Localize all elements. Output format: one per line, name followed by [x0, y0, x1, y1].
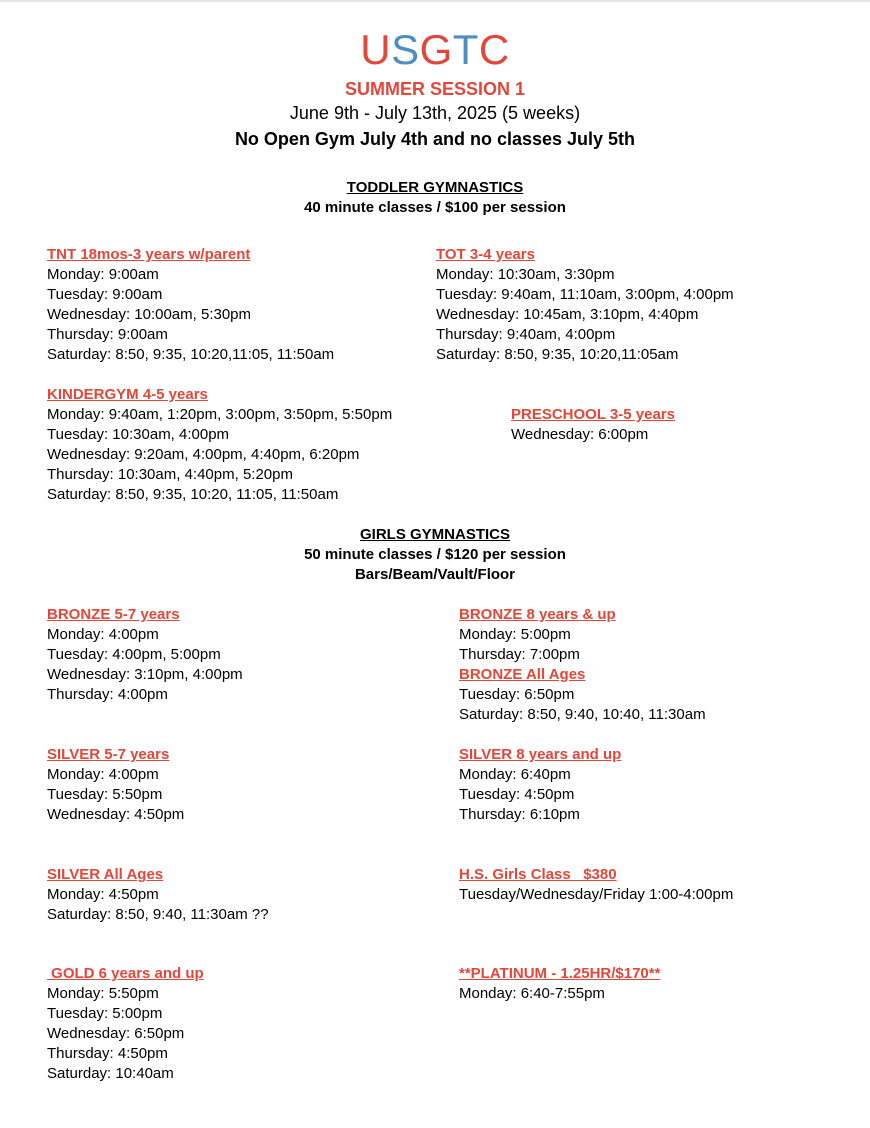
- class-block-silverall: [47, 865, 269, 925]
- class-block-preschool: [511, 405, 675, 445]
- class-block-gold: [47, 964, 204, 1084]
- schedule-line: Monday: 6:40-7:55pm: [459, 985, 605, 1002]
- schedule-line: Tuesday: 9:00am: [47, 286, 163, 303]
- schedule-line: Thursday: 6:10pm: [459, 806, 580, 823]
- schedule-line: Monday: 4:50pm: [47, 886, 159, 903]
- schedule-line: Tuesday: 6:50pm: [459, 686, 575, 703]
- schedule-line: Monday: 4:00pm: [47, 766, 159, 783]
- class-title-silver57: SILVER 5-7 years: [47, 746, 170, 763]
- class-title-hsgirls: H.S. Girls Class $380: [459, 866, 617, 883]
- schedule-line: Monday: 9:00am: [47, 266, 159, 283]
- class-title-tot: TOT 3-4 years: [436, 246, 535, 263]
- logo-letter-s: S: [391, 26, 420, 73]
- girls-section-subtitle: 50 minute classes / $120 per session: [304, 546, 566, 563]
- schedule-line: Thursday: 7:00pm: [459, 646, 580, 663]
- schedule-line: Tuesday: 9:40am, 11:10am, 3:00pm, 4:00pm: [436, 286, 734, 303]
- class-block-silver57: [47, 745, 184, 825]
- class-title-silver8: SILVER 8 years and up: [459, 746, 622, 763]
- logo-letter-u: U: [360, 26, 392, 73]
- schedule-line: Tuesday: 4:00pm, 5:00pm: [47, 646, 221, 663]
- logo-letter-c: C: [478, 26, 510, 73]
- logo-letter-g: G: [419, 26, 453, 73]
- class-block-bronze57: [47, 605, 243, 705]
- usgtc-logo: [0, 26, 870, 74]
- class-block-tot: [436, 245, 734, 365]
- schedule-line: Tuesday: 4:50pm: [459, 786, 575, 803]
- schedule-line: Saturday: 8:50, 9:40, 10:40, 11:30am: [459, 706, 706, 723]
- girls-section-title: GIRLS GYMNASTICS: [359, 526, 510, 543]
- class-block-bronzeall: [459, 665, 706, 725]
- schedule-line: Thursday: 9:40am, 4:00pm: [436, 326, 616, 343]
- logo-letter-t: T: [452, 26, 479, 73]
- schedule-line: Wednesday: 10:45am, 3:10pm, 4:40pm: [436, 306, 699, 323]
- class-title-kindergym: KINDERGYM 4-5 years: [47, 386, 208, 403]
- schedule-line: Saturday: 8:50, 9:35, 10:20,11:05am: [436, 346, 679, 363]
- session-title: SUMMER SESSION 1: [344, 79, 526, 99]
- schedule-line: Saturday: 8:50, 9:35, 10:20,11:05, 11:50am: [47, 346, 335, 363]
- class-block-platinum: [459, 964, 660, 1004]
- class-title-bronzeall: BRONZE All Ages: [459, 666, 586, 683]
- session-dates: June 9th - July 13th, 2025 (5 weeks): [289, 103, 581, 123]
- schedule-line: Monday: 10:30am, 3:30pm: [436, 266, 615, 283]
- schedule-line: Wednesday: 6:00pm: [511, 426, 649, 443]
- class-title-gold: GOLD 6 years and up: [47, 965, 204, 982]
- schedule-line: Thursday: 9:00am: [47, 326, 168, 343]
- schedule-line: Saturday: 8:50, 9:40, 11:30am ??: [47, 906, 269, 923]
- class-block-kindergym: [47, 385, 392, 505]
- schedule-line: Tuesday: 10:30am, 4:00pm: [47, 426, 230, 443]
- class-title-bronze57: BRONZE 5-7 years: [47, 606, 180, 623]
- schedule-line: Saturday: 8:50, 9:35, 10:20, 11:05, 11:50am: [47, 486, 339, 503]
- schedule-line: Tuesday: 5:00pm: [47, 1005, 163, 1022]
- schedule-line: Monday: 9:40am, 1:20pm, 3:00pm, 3:50pm, 5:50pm: [47, 406, 393, 423]
- schedule-line: Monday: 5:50pm: [47, 985, 159, 1002]
- schedule-line: Wednesday: 6:50pm: [47, 1025, 185, 1042]
- schedule-line: Saturday: 10:40am: [47, 1065, 174, 1082]
- class-block-hsgirls: [459, 865, 733, 905]
- schedule-line: Wednesday: 10:00am, 5:30pm: [47, 306, 252, 323]
- class-title-preschool: PRESCHOOL 3-5 years: [511, 406, 675, 423]
- schedule-line: Tuesday: 5:50pm: [47, 786, 163, 803]
- schedule-line: Wednesday: 3:10pm, 4:00pm: [47, 666, 243, 683]
- class-block-bronze8: [459, 605, 616, 665]
- schedule-line: Monday: 4:00pm: [47, 626, 159, 643]
- toddler-section-title: TODDLER GYMNASTICS: [346, 179, 524, 196]
- schedule-line: Thursday: 4:00pm: [47, 686, 168, 703]
- class-block-silver8: [459, 745, 621, 825]
- schedule-line: Wednesday: 4:50pm: [47, 806, 185, 823]
- toddler-section-subtitle: 40 minute classes / $100 per session: [304, 199, 566, 216]
- class-title-tnt: TNT 18mos-3 years w/parent: [47, 246, 251, 263]
- top-border: [0, 0, 870, 2]
- schedule-line: Thursday: 10:30am, 4:40pm, 5:20pm: [47, 466, 293, 483]
- holiday-notice: No Open Gym July 4th and no classes July 5th: [234, 129, 636, 149]
- class-title-bronze8: BRONZE 8 years & up: [459, 606, 616, 623]
- class-title-silverall: SILVER All Ages: [47, 866, 164, 883]
- class-block-tnt: [47, 245, 334, 365]
- schedule-line: Monday: 6:40pm: [459, 766, 571, 783]
- schedule-line: Wednesday: 9:20am, 4:00pm, 4:40pm, 6:20pm: [47, 446, 360, 463]
- schedule-line: Monday: 5:00pm: [459, 626, 571, 643]
- schedule-line: Thursday: 4:50pm: [47, 1045, 168, 1062]
- class-title-platinum: **PLATINUM - 1.25HR/$170**: [459, 965, 661, 982]
- girls-section-events: Bars/Beam/Vault/Floor: [354, 566, 516, 583]
- schedule-line: Tuesday/Wednesday/Friday 1:00-4:00pm: [459, 886, 734, 903]
